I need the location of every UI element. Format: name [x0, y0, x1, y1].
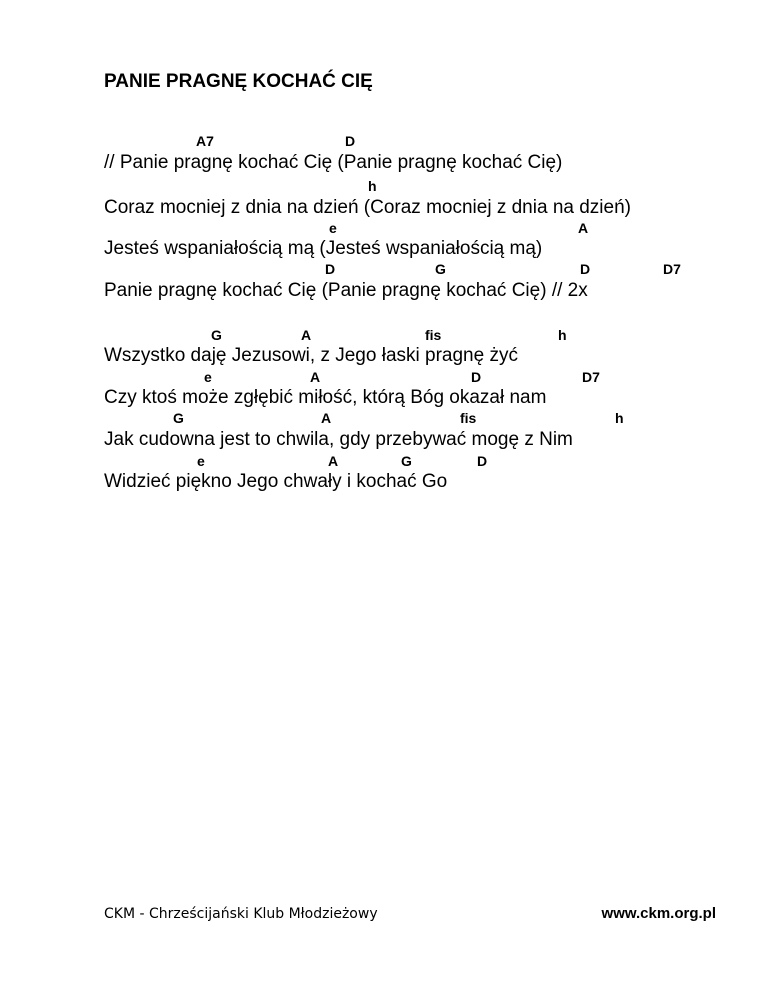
chord: fis — [425, 327, 442, 343]
chord: e — [329, 220, 337, 236]
chord: D7 — [663, 261, 681, 277]
chord: D — [471, 369, 482, 385]
chord: A — [310, 369, 321, 385]
chord: G — [401, 453, 412, 469]
lyric-line: Panie pragnę kochać Cię (Panie pragnę kochać Cię) // 2x — [104, 280, 588, 301]
lyric-line: Widzieć piękno Jego chwały i kochać Go — [104, 471, 448, 492]
chord: h — [615, 410, 624, 426]
lyric-line: Coraz mocniej z dnia na dzień (Coraz mocniej z dnia na dzień) — [104, 197, 631, 218]
chord: A7 — [196, 133, 214, 149]
chord: D — [477, 453, 488, 469]
chord: h — [368, 178, 377, 194]
chord: G — [435, 261, 446, 277]
chord: A — [301, 327, 312, 343]
chord: h — [558, 327, 567, 343]
chord: D — [345, 133, 356, 149]
footer-organization: CKM - Chrześcijański Klub Młodzieżowy — [104, 906, 378, 922]
chord: G — [173, 410, 184, 426]
chord: D — [325, 261, 336, 277]
lyric-line: Wszystko daję Jezusowi, z Jego łaski pragnę żyć — [104, 345, 518, 366]
chord: e — [197, 453, 205, 469]
lyric-line: Czy ktoś może zgłębić miłość, którą Bóg okazał nam — [104, 387, 547, 408]
chord: fis — [460, 410, 477, 426]
lyric-line: Jak cudowna jest to chwila, gdy przebywać mogę z Nim — [104, 429, 573, 450]
lyric-line: Jesteś wspaniałością mą (Jesteś wspaniałością mą) — [104, 238, 543, 259]
chord: e — [204, 369, 212, 385]
chord: A — [328, 453, 339, 469]
chord: D7 — [582, 369, 600, 385]
chord: G — [211, 327, 222, 343]
chord: D — [580, 261, 591, 277]
lyric-line: // Panie pragnę kochać Cię (Panie pragnę kochać Cię) — [104, 152, 563, 173]
footer-website-link[interactable]: www.ckm.org.pl — [601, 905, 716, 922]
song-title: PANIE PRAGNĘ KOCHAĆ CIĘ — [104, 71, 373, 92]
chord: A — [321, 410, 332, 426]
chord: A — [578, 220, 589, 236]
